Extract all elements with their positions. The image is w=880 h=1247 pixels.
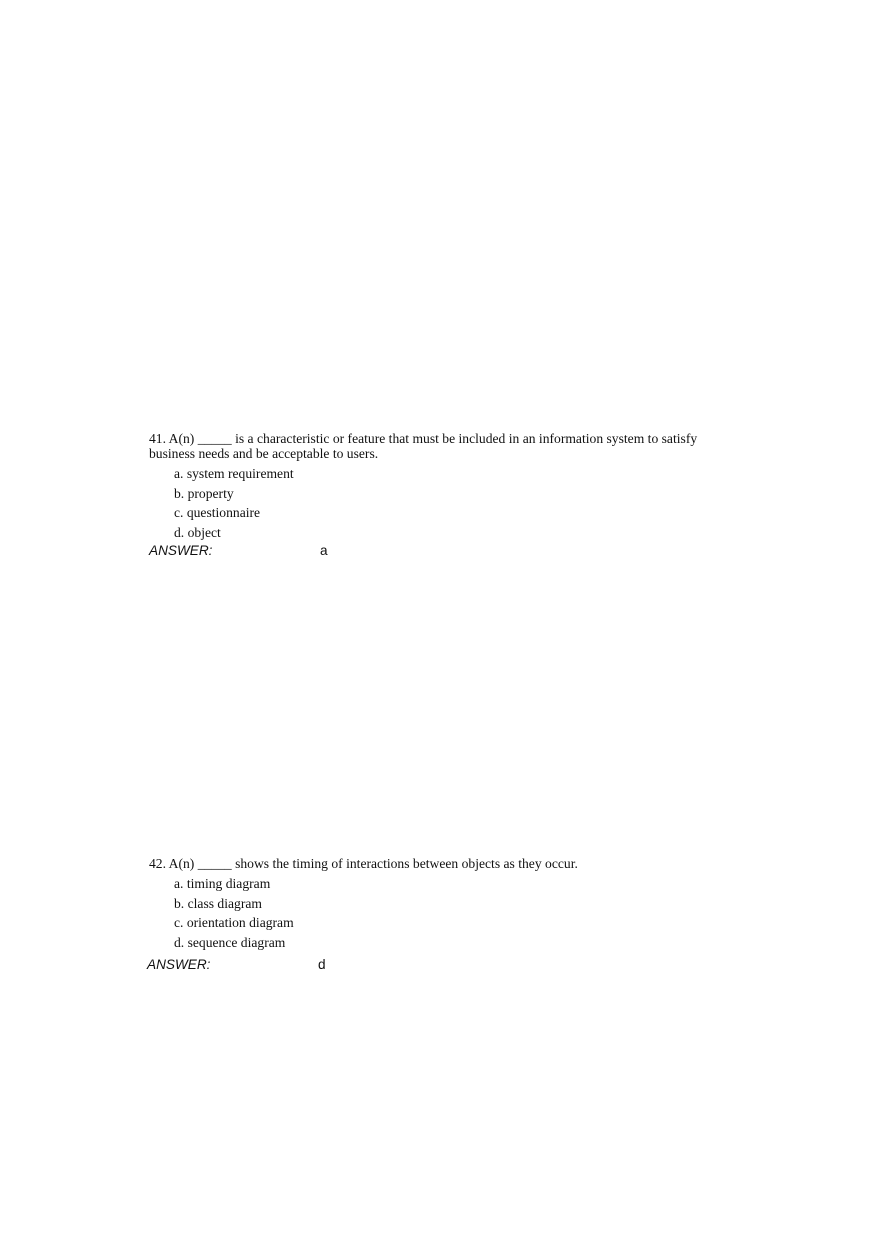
- option-a: a. system requirement: [174, 466, 294, 481]
- option-d: d. sequence diagram: [174, 934, 286, 950]
- option-d: d. object: [174, 524, 221, 540]
- option-b: b. property: [174, 485, 234, 501]
- answer-row: [147, 956, 739, 974]
- option-c: c. orientation diagram: [174, 915, 294, 930]
- option-list: [149, 464, 739, 542]
- answer-row: [149, 542, 739, 560]
- question-42: [149, 856, 739, 974]
- answer-value: d: [318, 957, 326, 972]
- option-c: c. questionnaire: [174, 505, 261, 520]
- option-a: a. timing diagram: [174, 876, 271, 891]
- option-list: [149, 874, 739, 952]
- question-41: [149, 431, 739, 560]
- answer-value: a: [320, 543, 328, 558]
- answer-label: ANSWER:: [147, 957, 211, 972]
- question-stem: 42. A(n) _____ shows the timing of interactions between objects as they occur.: [149, 856, 578, 871]
- answer-label: ANSWER:: [149, 543, 213, 558]
- option-b: b. class diagram: [174, 895, 262, 911]
- question-stem: 41. A(n) _____ is a characteristic or feature that must be included in an information system to satisfy business needs and be acceptable to users.: [149, 431, 698, 461]
